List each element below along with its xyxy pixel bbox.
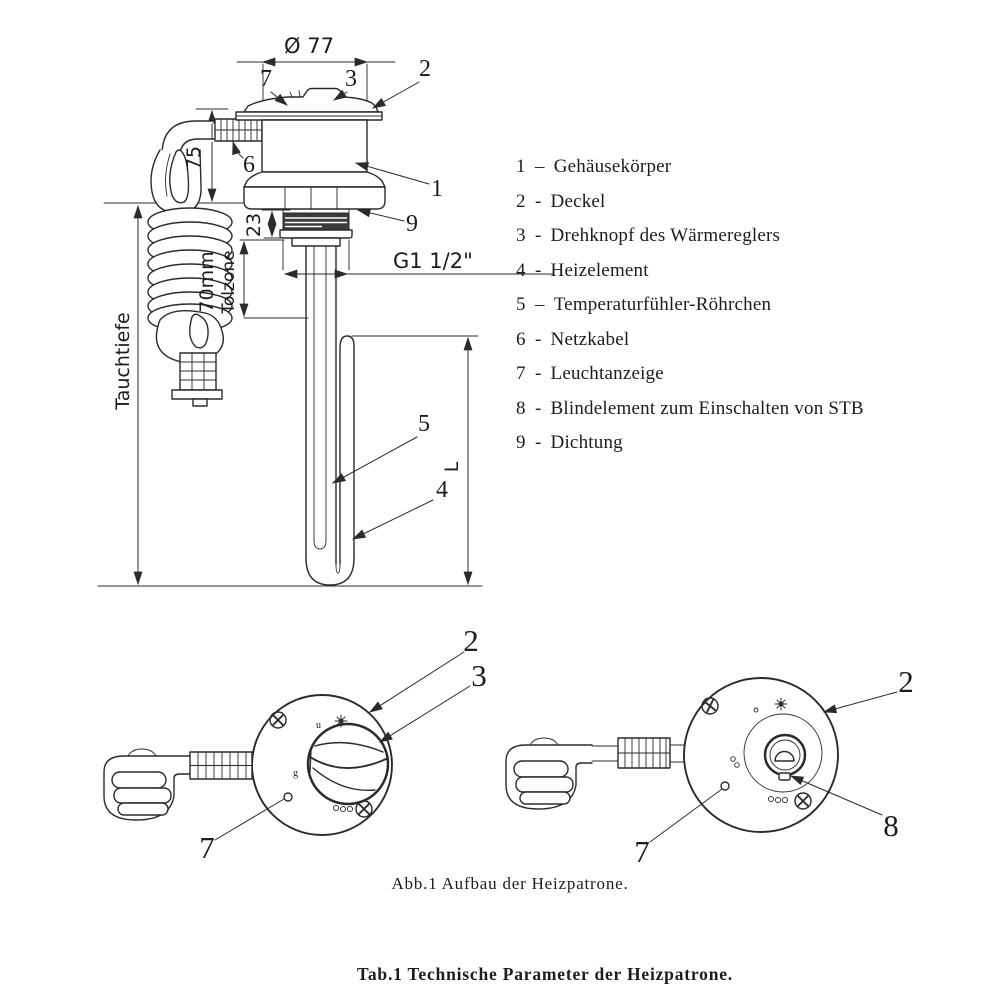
- callout-4: 4: [436, 477, 448, 503]
- plug-top-bump: [128, 749, 156, 756]
- leader-left-3: [380, 686, 470, 742]
- tube-u-bend-inner: [336, 564, 340, 573]
- dim-75-label: 75: [183, 145, 205, 171]
- dim-tauchtiefe-label: Tauchtiefe: [112, 312, 134, 410]
- leader-left-2: [370, 652, 464, 712]
- callout-left-3: 3: [471, 658, 487, 693]
- legend-label: Blindelement zum Einschalten von STB: [550, 397, 864, 419]
- dim-thread-label: G1 1/2": [393, 249, 473, 273]
- legend-num: 2: [516, 190, 526, 212]
- legend-label: Netzkabel: [550, 328, 630, 350]
- legend-num: 4: [516, 259, 526, 281]
- leader-6: [233, 142, 243, 158]
- cover-face-2: [684, 678, 838, 832]
- frost-protection-icon-2: [775, 698, 787, 710]
- legend-num: 5: [516, 294, 526, 315]
- legend-item-2: [516, 185, 864, 220]
- dial-dot-pair: [731, 757, 740, 768]
- legend-sep: -: [535, 190, 542, 212]
- legend-sep: -: [535, 328, 542, 350]
- table-caption: Tab.1 Technische Parameter der Heizpatrone.: [357, 964, 733, 984]
- d-shaft-opening: [775, 752, 794, 762]
- strain-relief-right-view: [618, 738, 670, 768]
- lid-dome: [244, 89, 378, 113]
- callout-right-2: 2: [898, 664, 914, 699]
- legend-item-1: [516, 150, 864, 185]
- callout-6: 6: [243, 152, 255, 178]
- bottom-view-with-knob: [104, 623, 487, 865]
- temp-dots: [333, 805, 352, 811]
- dim-L-label: L: [441, 461, 463, 473]
- callout-1: 1: [431, 176, 443, 202]
- callout-right-7: 7: [634, 834, 650, 869]
- plug-rib-1: [112, 772, 166, 788]
- heating-element: [306, 246, 354, 585]
- legend-item-4: [516, 254, 864, 289]
- dial-mark-top: u: [316, 720, 321, 731]
- legend-num: 7: [516, 363, 526, 384]
- dial-dot-top: [754, 708, 758, 712]
- callout-2: 2: [419, 56, 431, 82]
- stb-blind-element: [779, 773, 790, 780]
- legend-num: 1: [516, 156, 526, 177]
- cable-neck: [670, 745, 684, 762]
- strain-relief-left-view: [190, 752, 252, 779]
- tube-left-leg: [306, 246, 336, 564]
- leader-5: [333, 437, 417, 483]
- sensor-tube: [314, 246, 326, 549]
- callout-right-8: 8: [883, 808, 899, 843]
- plug-rib-3b: [520, 792, 570, 804]
- legend-sep: -: [535, 363, 542, 384]
- legend-label: Temperaturfühler-Röhrchen: [553, 294, 772, 315]
- dim-23-label: 23: [243, 212, 265, 238]
- hex-nut: [244, 187, 385, 209]
- screw-bottom-right-2: [795, 793, 811, 809]
- legend-item-8: [516, 392, 864, 427]
- callout-9: 9: [406, 211, 418, 237]
- screw-top-left-2: [702, 698, 718, 714]
- cable-right: [506, 738, 684, 809]
- temp-dots-2: [768, 796, 787, 802]
- dim-tolzone-mm-label: 70mm: [196, 251, 218, 313]
- tube-u-bend-outer: [306, 558, 354, 585]
- legend-num: 9: [516, 432, 526, 453]
- leader-2: [373, 82, 419, 108]
- callout-left-7: 7: [199, 830, 215, 865]
- frost-protection-icon: [335, 715, 347, 727]
- leader-9: [358, 210, 404, 221]
- callout-left-2: 2: [463, 623, 479, 658]
- dim-tolzone-word-label: Tolzone: [219, 250, 239, 314]
- indicator-lamp: [284, 793, 292, 801]
- thread-section: [283, 213, 349, 230]
- callout-3: 3: [345, 66, 357, 92]
- legend-sep: -: [535, 432, 542, 453]
- housing-shoulder: [244, 172, 385, 187]
- legend-num: 6: [516, 328, 526, 350]
- callout-7: 7: [260, 66, 272, 92]
- figure-caption: Abb.1 Aufbau der Heizpatrone.: [391, 874, 629, 893]
- main-view: [98, 34, 553, 586]
- legend-item-7: [516, 357, 864, 392]
- indicator-lamp-ticks: [290, 91, 300, 97]
- plug-rib-2: [114, 788, 171, 803]
- dim-diameter-label: Ø 77: [284, 34, 334, 58]
- strain-relief: [215, 119, 262, 141]
- bottom-view-knob-removed: [506, 664, 914, 869]
- collar: [292, 238, 340, 246]
- legend-label: Leuchtanzeige: [550, 363, 664, 384]
- plug-top-bump-2: [530, 738, 558, 745]
- plug-rib-1b: [514, 761, 568, 777]
- leader-right-2: [824, 692, 897, 712]
- leader-4: [353, 500, 433, 539]
- legend-item-3: [516, 219, 864, 254]
- dim-tolzone-extensions: [240, 240, 308, 318]
- thermostat-shaft-boss: [765, 735, 805, 780]
- legend-num: 3: [516, 225, 526, 246]
- leader-left-7: [215, 799, 284, 840]
- legend: [516, 150, 864, 461]
- legend-sep: -: [535, 259, 542, 281]
- housing-body: [262, 120, 367, 172]
- plug-rib-3: [118, 803, 168, 815]
- legend-item-5: [516, 288, 864, 323]
- legend-num: 8: [516, 397, 526, 419]
- legend-label: Drehknopf des Wärmereglers: [550, 225, 781, 246]
- cable-lines-right: [592, 746, 618, 761]
- callout-5: 5: [418, 411, 430, 437]
- dial-mark-left: g: [293, 768, 298, 779]
- plug-rib-2b: [516, 777, 573, 792]
- legend-item-9: [516, 426, 864, 461]
- legend-label: Dichtung: [550, 432, 623, 453]
- legend-sep: –: [535, 294, 545, 315]
- leader-right-7: [650, 789, 722, 842]
- screw-top-left: [270, 712, 286, 728]
- legend-sep: -: [535, 397, 542, 419]
- legend-item-6: [516, 323, 864, 358]
- legend-label: Gehäusekörper: [553, 156, 672, 177]
- knob-grip-curves: [310, 743, 386, 791]
- legend-sep: –: [535, 156, 545, 177]
- legend-label: Deckel: [550, 190, 606, 212]
- legend-label: Heizelement: [550, 259, 649, 281]
- cable-left: [104, 749, 252, 820]
- screw-bottom-right: [356, 801, 372, 817]
- end-connector: [172, 353, 222, 406]
- tube-right-leg: [340, 336, 354, 564]
- legend-sep: -: [535, 225, 542, 246]
- seal-flange: [280, 230, 352, 238]
